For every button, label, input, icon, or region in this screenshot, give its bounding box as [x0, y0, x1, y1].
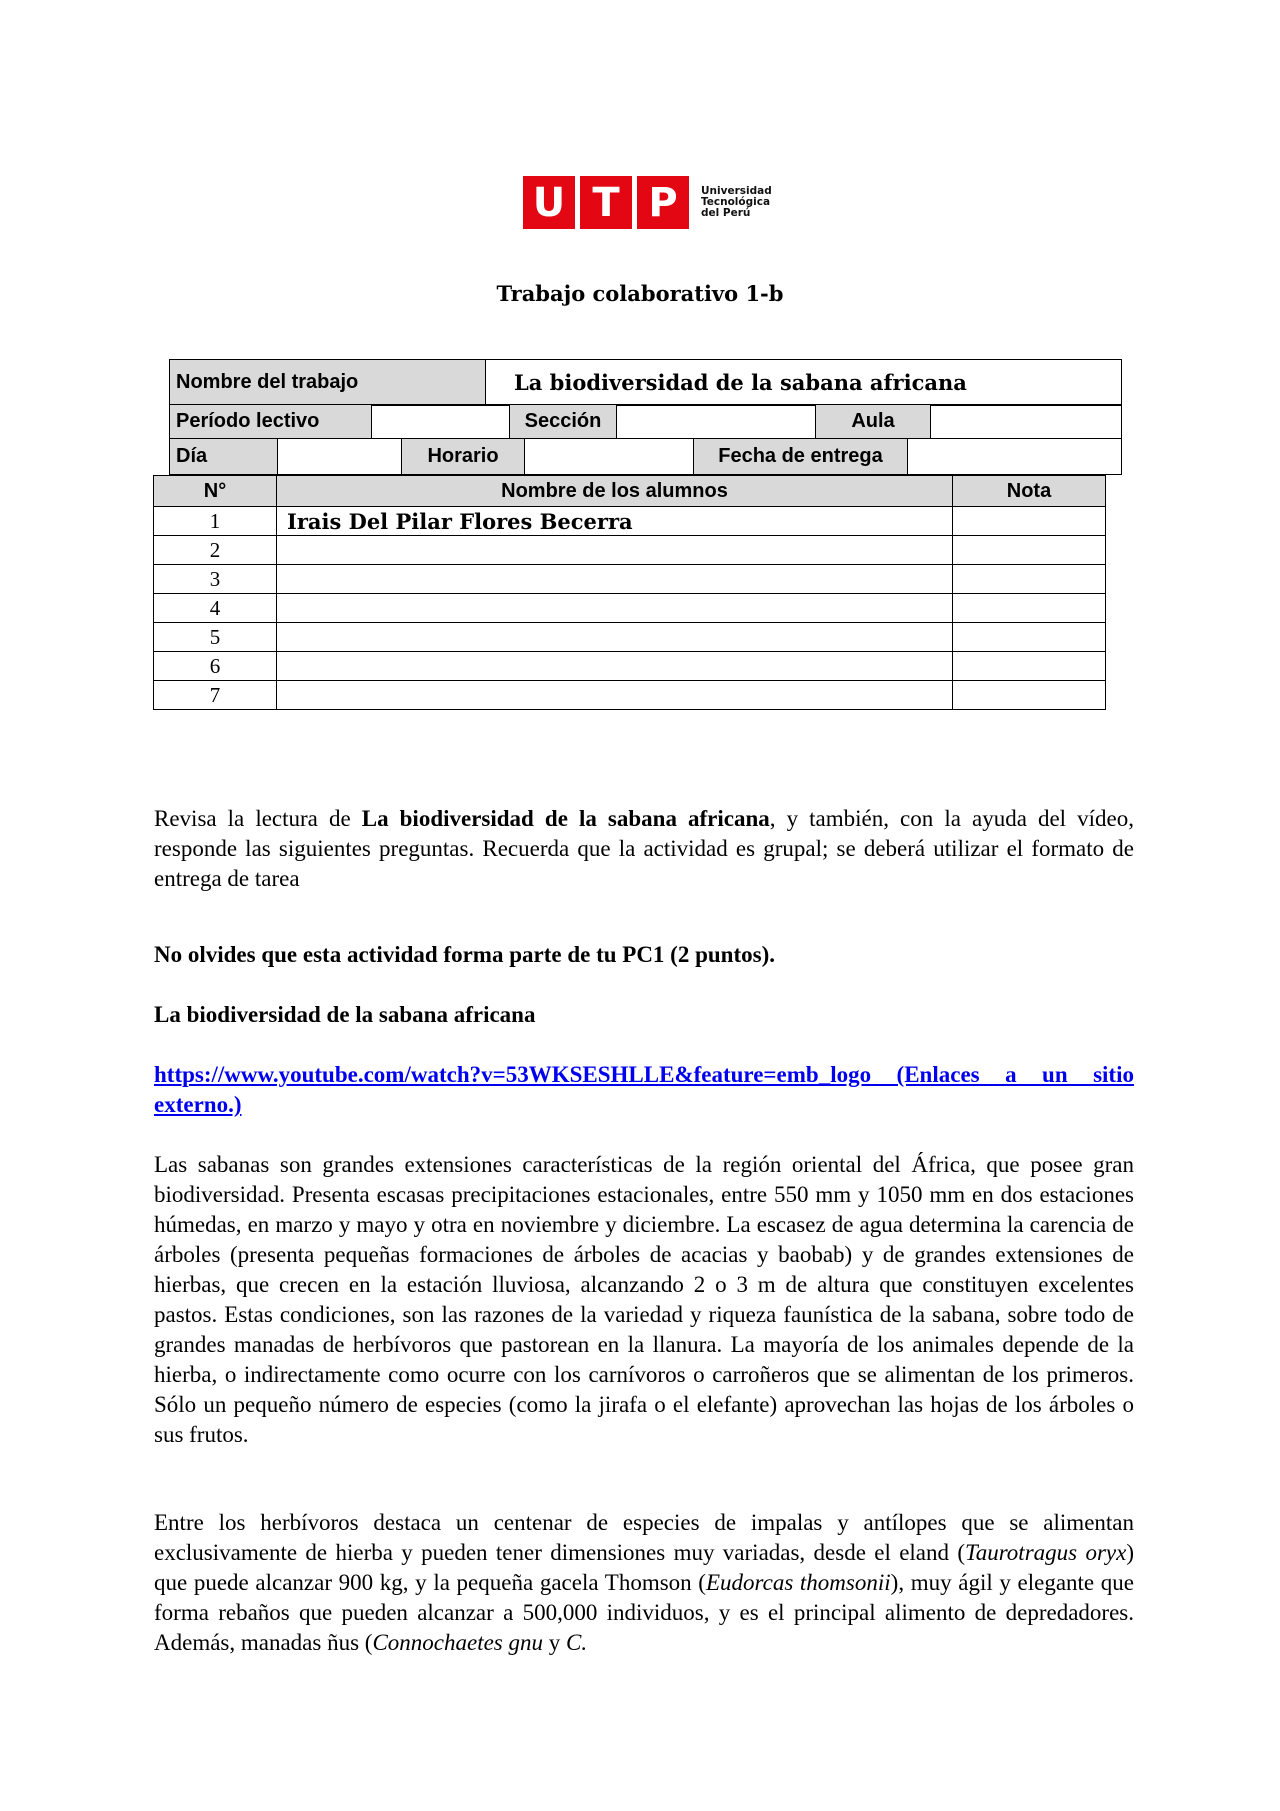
species-name: C. — [566, 1630, 588, 1655]
info-row-period — [169, 404, 1122, 439]
student-name-cell[interactable] — [277, 565, 953, 594]
section-label: Sección — [510, 405, 617, 439]
student-name-cell[interactable] — [277, 623, 953, 652]
reading-text: Entre los herbívoros destaca un centenar de especies de impalas y antílopes que se alimentan exclusivamente de hierba y pueden tener dimensiones muy variadas, desde el eland ( — [154, 1510, 1134, 1565]
species-name: Connochaetes gnu — [372, 1630, 544, 1655]
info-row-day — [169, 438, 1122, 475]
room-label: Aula — [816, 405, 931, 439]
instructions-text: Revisa la lectura de — [154, 806, 362, 831]
reading-text: y — [543, 1630, 567, 1655]
work-name-value[interactable]: La biodiversidad de la sabana africana — [486, 360, 1122, 406]
document-title: Trabajo colaborativo 1-b — [496, 281, 784, 306]
day-value[interactable] — [278, 439, 402, 475]
utp-logo — [523, 176, 772, 229]
reading-paragraph-1: Las sabanas son grandes extensiones características de la región oriental del África, que posee gran biodiversidad. Presenta escasas precipitaciones estacionales, entre 550 mm y 1050 mm en dos estaciones húmedas, en marzo y mayo y otra en noviembre y diciembre. La escasez de agua determina la carencia de árboles (presenta pequeñas formaciones de árboles de acacias y baobab) y de grandes extensiones de hierbas, que crecen en la estación lluviosa, alcanzando 2 o 3 m de altura que constituyen excelentes pastos. Estas condiciones, son las razones de la variedad y riqueza faunística de la sabana, sobre todo de grandes manadas de herbívoros que pastorean en la llanura. La mayoría de los animales depende de la hierba, o indirectamente como ocurre con los carnívoros o carroñeros que se alimentan de los primeros. Sólo un pequeño número de especies (como la jirafa o el elefante) aprovechan las hojas de los árboles o sus frutos. — [154, 1152, 1134, 1447]
row-number: 7 — [154, 681, 277, 710]
due-date-label: Fecha de entrega — [694, 439, 908, 475]
instructions-text: , y también, con la ayuda del vídeo, responde las siguientes preguntas. Recuerda que la actividad es grupal; se deberá utilizar el formato de entrega de tarea — [154, 806, 1134, 891]
video-link-block — [154, 1060, 1134, 1120]
grade-cell[interactable] — [953, 565, 1106, 594]
table-row — [154, 623, 1106, 652]
reading-heading: La biodiversidad de la sabana africana — [154, 1002, 536, 1027]
reading-text: ), muy ágil y elegante que forma rebaños que pueden alcanzar a 500,000 individuos, y es el principal alimento de depredadores. Además, manadas ñus ( — [154, 1570, 1134, 1655]
student-name-cell[interactable]: Irais Del Pilar Flores Becerra — [277, 507, 953, 536]
work-name-label: Nombre del trabajo — [170, 360, 486, 406]
table-row — [154, 565, 1106, 594]
logo-letter-p: P — [648, 179, 678, 226]
schedule-label: Horario — [402, 439, 525, 475]
table-row — [154, 507, 1106, 536]
room-value[interactable] — [931, 405, 1122, 439]
student-name-cell[interactable] — [277, 594, 953, 623]
instructions-reading-title: La biodiversidad de la sabana africana — [361, 806, 770, 831]
header-number: N° — [154, 476, 277, 507]
period-value[interactable] — [372, 405, 510, 439]
pc1-reminder: No olvides que esta actividad forma parte de tu PC1 (2 puntos). — [154, 942, 775, 967]
grade-cell[interactable] — [953, 623, 1106, 652]
species-name: Taurotragus oryx — [965, 1540, 1127, 1565]
section-value[interactable] — [617, 405, 816, 439]
grade-cell[interactable] — [953, 681, 1106, 710]
student-name-cell[interactable] — [277, 681, 953, 710]
logo-letter-u: U — [532, 179, 566, 226]
grade-cell[interactable] — [953, 594, 1106, 623]
row-number: 1 — [154, 507, 277, 536]
students-table — [153, 475, 1106, 710]
logo-letters — [523, 176, 689, 229]
table-row — [154, 536, 1106, 565]
reading-paragraph-2 — [154, 1508, 1134, 1658]
video-link[interactable]: https://www.youtube.com/watch?v=53WKSESHLLE&feature=emb_logo (Enlaces a un sitio externo.) — [154, 1062, 1134, 1117]
logo-line: Universidad — [701, 185, 772, 197]
table-row — [154, 652, 1106, 681]
schedule-value[interactable] — [525, 439, 694, 475]
row-number: 5 — [154, 623, 277, 652]
logo-letter-t: T — [592, 179, 620, 226]
period-label: Período lectivo — [170, 405, 372, 439]
row-number: 4 — [154, 594, 277, 623]
header-grade: Nota — [953, 476, 1106, 507]
day-label: Día — [170, 439, 278, 475]
species-name: Eudorcas thomsonii — [705, 1570, 891, 1595]
grade-cell[interactable] — [953, 507, 1106, 536]
logo-line: Tecnológica — [701, 196, 771, 208]
reading-text: ) que puede alcanzar 900 kg, y la pequeña gacela Thomson ( — [154, 1540, 1134, 1595]
logo-wordmark — [701, 186, 772, 219]
row-number: 2 — [154, 536, 277, 565]
grade-cell[interactable] — [953, 652, 1106, 681]
table-row — [154, 594, 1106, 623]
instructions-paragraph — [154, 804, 1134, 894]
row-number: 6 — [154, 652, 277, 681]
table-row — [154, 681, 1106, 710]
header-student-names: Nombre de los alumnos — [277, 476, 953, 507]
info-row-work — [169, 359, 1122, 406]
student-name-cell[interactable] — [277, 652, 953, 681]
logo-line: del Perú — [701, 207, 751, 219]
student-name-cell[interactable] — [277, 536, 953, 565]
due-date-value[interactable] — [908, 439, 1122, 475]
grade-cell[interactable] — [953, 536, 1106, 565]
row-number: 3 — [154, 565, 277, 594]
